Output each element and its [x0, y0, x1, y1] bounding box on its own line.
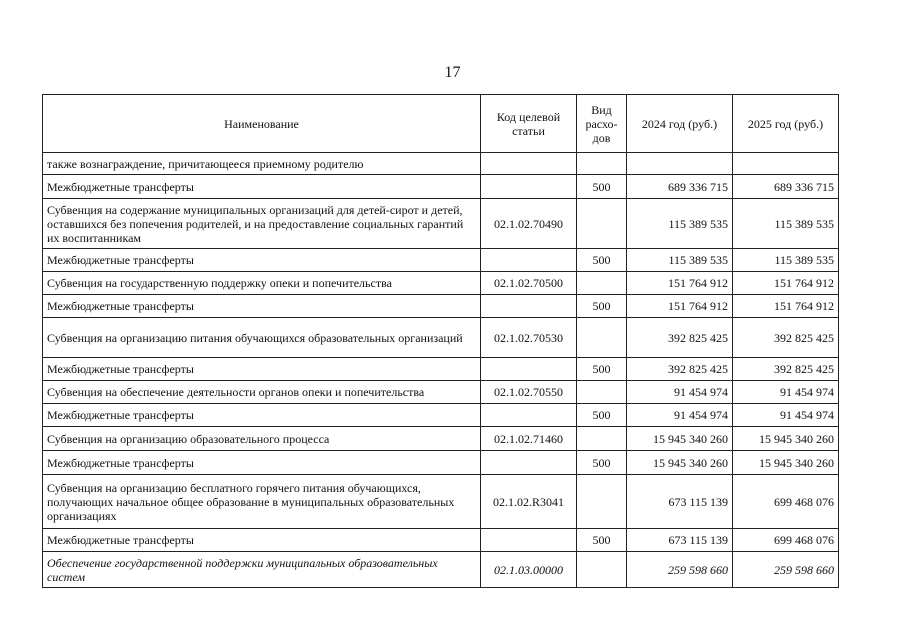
cell-2024: 15 945 340 260	[627, 427, 733, 451]
table-row	[43, 427, 839, 451]
cell-vid	[577, 552, 627, 588]
cell-code	[481, 529, 577, 552]
cell-2024: 151 764 912	[627, 295, 733, 318]
cell-name: Субвенция на организацию бесплатного горячего питания обучающихся, получающих начальное общее образование в муниципальных образовательных организациях	[43, 475, 481, 529]
cell-name: Субвенция на государственную поддержку опеки и попечительства	[43, 272, 481, 295]
table-row	[43, 552, 839, 588]
cell-vid	[577, 427, 627, 451]
cell-2025: 151 764 912	[733, 272, 839, 295]
cell-2025: 699 468 076	[733, 475, 839, 529]
cell-2024: 15 945 340 260	[627, 451, 733, 475]
cell-2024: 259 598 660	[627, 552, 733, 588]
cell-vid: 500	[577, 295, 627, 318]
cell-code: 02.1.03.00000	[481, 552, 577, 588]
cell-name: Межбюджетные трансферты	[43, 451, 481, 475]
cell-name: Межбюджетные трансферты	[43, 358, 481, 381]
table-row	[43, 451, 839, 475]
cell-code	[481, 295, 577, 318]
cell-2025: 151 764 912	[733, 295, 839, 318]
cell-code: 02.1.02.71460	[481, 427, 577, 451]
cell-2024: 115 389 535	[627, 199, 733, 249]
cell-code: 02.1.02.R3041	[481, 475, 577, 529]
table-header-row	[43, 95, 839, 153]
cell-vid	[577, 272, 627, 295]
cell-2024: 689 336 715	[627, 175, 733, 199]
cell-2025: 91 454 974	[733, 404, 839, 427]
cell-name: Обеспечение государственной поддержки муниципальных образовательных систем	[43, 552, 481, 588]
cell-code	[481, 358, 577, 381]
cell-vid	[577, 199, 627, 249]
cell-2024: 673 115 139	[627, 529, 733, 552]
cell-vid	[577, 381, 627, 404]
header-2024: 2024 год (руб.)	[627, 95, 733, 153]
table-row	[43, 199, 839, 249]
table-row	[43, 272, 839, 295]
table-body	[43, 153, 839, 588]
cell-name: также вознаграждение, причитающееся приемному родителю	[43, 153, 481, 175]
cell-2024: 91 454 974	[627, 404, 733, 427]
table-row	[43, 404, 839, 427]
cell-code: 02.1.02.70550	[481, 381, 577, 404]
cell-2025: 689 336 715	[733, 175, 839, 199]
cell-code: 02.1.02.70530	[481, 318, 577, 358]
cell-vid: 500	[577, 529, 627, 552]
table-row	[43, 249, 839, 272]
cell-code	[481, 404, 577, 427]
table-row	[43, 475, 839, 529]
cell-2025: 259 598 660	[733, 552, 839, 588]
table-row	[43, 529, 839, 552]
cell-code: 02.1.02.70500	[481, 272, 577, 295]
cell-2024: 151 764 912	[627, 272, 733, 295]
cell-vid: 500	[577, 175, 627, 199]
cell-2025: 392 825 425	[733, 318, 839, 358]
header-vid: Вид расхо-дов	[577, 95, 627, 153]
cell-2024: 115 389 535	[627, 249, 733, 272]
cell-2025: 91 454 974	[733, 381, 839, 404]
cell-name: Межбюджетные трансферты	[43, 295, 481, 318]
cell-2024: 392 825 425	[627, 318, 733, 358]
cell-vid: 500	[577, 249, 627, 272]
cell-2024: 673 115 139	[627, 475, 733, 529]
cell-2024: 392 825 425	[627, 358, 733, 381]
cell-vid	[577, 318, 627, 358]
cell-code	[481, 175, 577, 199]
cell-code: 02.1.02.70490	[481, 199, 577, 249]
cell-name: Межбюджетные трансферты	[43, 404, 481, 427]
cell-vid	[577, 153, 627, 175]
cell-code	[481, 249, 577, 272]
table-row	[43, 175, 839, 199]
cell-name: Субвенция на организацию питания обучающихся образовательных организаций	[43, 318, 481, 358]
cell-2025: 115 389 535	[733, 199, 839, 249]
page-number: 17	[444, 64, 461, 81]
table-row	[43, 295, 839, 318]
budget-table	[42, 94, 839, 588]
cell-name: Межбюджетные трансферты	[43, 529, 481, 552]
header-2025: 2025 год (руб.)	[733, 95, 839, 153]
cell-vid	[577, 475, 627, 529]
cell-code	[481, 451, 577, 475]
cell-2025: 15 945 340 260	[733, 427, 839, 451]
cell-2024	[627, 153, 733, 175]
cell-name: Межбюджетные трансферты	[43, 249, 481, 272]
table-row	[43, 358, 839, 381]
cell-name: Субвенция на обеспечение деятельности органов опеки и попечительства	[43, 381, 481, 404]
cell-2025: 392 825 425	[733, 358, 839, 381]
cell-name: Субвенция на организацию образовательного процесса	[43, 427, 481, 451]
cell-2025: 115 389 535	[733, 249, 839, 272]
table-row	[43, 381, 839, 404]
header-code: Код целевой статьи	[481, 95, 577, 153]
cell-2025: 699 468 076	[733, 529, 839, 552]
cell-vid: 500	[577, 404, 627, 427]
cell-2024: 91 454 974	[627, 381, 733, 404]
cell-vid: 500	[577, 358, 627, 381]
cell-vid: 500	[577, 451, 627, 475]
table-row	[43, 153, 839, 175]
cell-name: Субвенция на содержание муниципальных организаций для детей-сирот и детей, оставшихся без попечения родителей, и на предоставление социальных гарантий их воспитанникам	[43, 199, 481, 249]
header-name: Наименование	[43, 95, 481, 153]
cell-2025	[733, 153, 839, 175]
cell-name: Межбюджетные трансферты	[43, 175, 481, 199]
table-row	[43, 318, 839, 358]
cell-code	[481, 153, 577, 175]
cell-2025: 15 945 340 260	[733, 451, 839, 475]
